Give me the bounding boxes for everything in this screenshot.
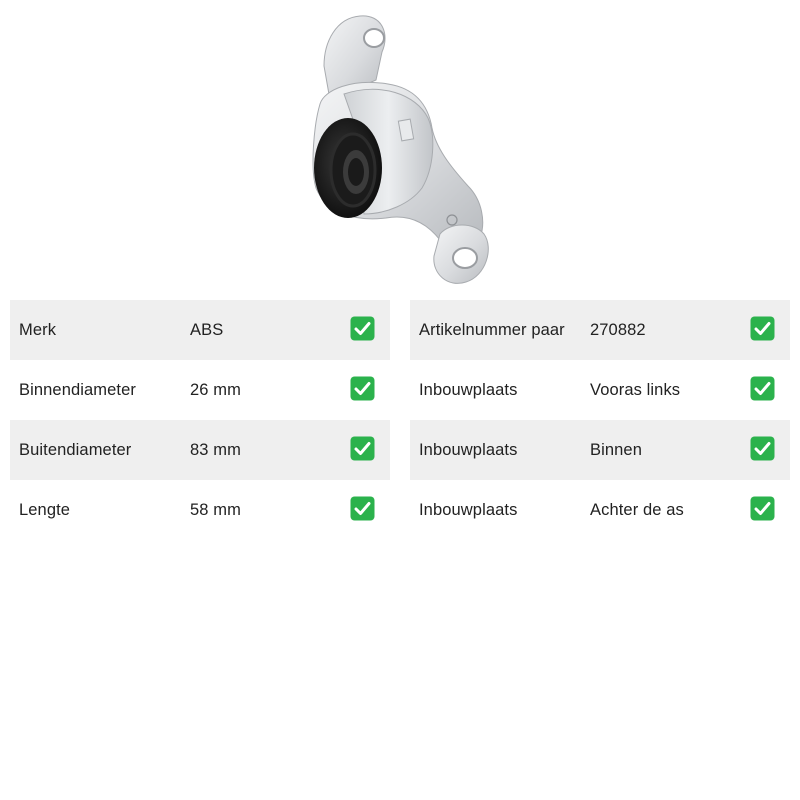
spec-value: Achter de as: [590, 501, 684, 519]
spec-label: Merk: [19, 321, 57, 339]
product-image: [290, 8, 510, 292]
spec-row-lengte: [10, 480, 390, 540]
spec-value: 58 mm: [190, 501, 241, 519]
spec-row-inbouwplaats-1: [410, 360, 790, 420]
green-check-icon: [750, 436, 775, 461]
spec-row-inbouwplaats-3: [410, 480, 790, 540]
spec-row-merk: [10, 300, 390, 360]
spec-label: Buitendiameter: [19, 441, 132, 459]
spec-row-artikelnummer: [410, 300, 790, 360]
green-check-icon: [350, 496, 375, 521]
spec-value: 83 mm: [190, 441, 241, 459]
spec-row-buitendiameter: [10, 420, 390, 480]
spec-label: Lengte: [19, 501, 71, 519]
spec-value: Binnen: [590, 441, 642, 459]
spec-value: ABS: [190, 321, 224, 339]
green-check-icon: [750, 316, 775, 341]
green-check-icon: [350, 316, 375, 341]
green-check-icon: [750, 376, 775, 401]
spec-value: 26 mm: [190, 381, 241, 399]
green-check-icon: [350, 376, 375, 401]
spec-value: 270882: [590, 321, 646, 339]
spec-label: Inbouwplaats: [419, 381, 518, 399]
spec-label: Inbouwplaats: [419, 441, 518, 459]
spec-label: Inbouwplaats: [419, 501, 518, 519]
spec-row-inbouwplaats-2: [410, 420, 790, 480]
spec-label: Artikelnummer paar: [419, 321, 565, 339]
green-check-icon: [350, 436, 375, 461]
spec-table-right: [410, 300, 790, 540]
spec-row-binnendiameter: [10, 360, 390, 420]
green-check-icon: [750, 496, 775, 521]
spec-label: Binnendiameter: [19, 381, 136, 399]
spec-value: Vooras links: [590, 381, 681, 399]
spec-table-left: [10, 300, 390, 540]
